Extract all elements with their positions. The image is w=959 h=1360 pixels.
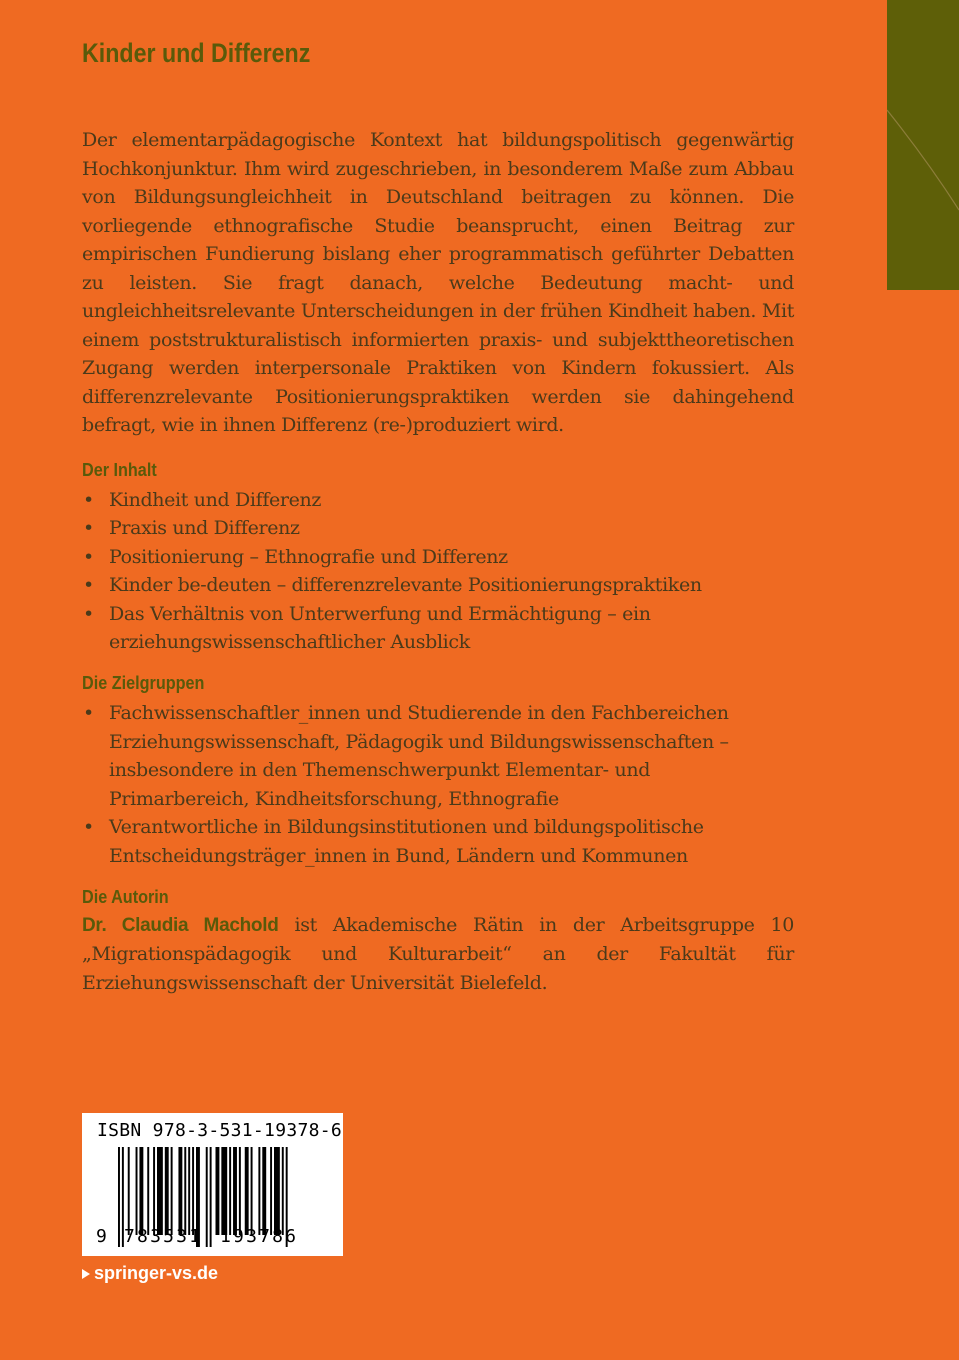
list-item: • Das Verhältnis von Unterwerfung und Ermächtigung – ein erziehungswissenschaftlicher Ausblick — [82, 600, 794, 657]
barcode-bar — [136, 1147, 138, 1235]
back-cover-content — [82, 126, 794, 997]
barcode-bar — [128, 1147, 130, 1235]
barcode-bar — [233, 1147, 237, 1235]
barcode-bar — [245, 1147, 249, 1235]
barcode-bars — [82, 1113, 343, 1256]
author-bio: ist Akademische Rätin in der Arbeitsgruppe 10 „Migrationspädagogik und Kulturarbeit“ an der Fakultät für Erziehungswissenschaft der Universität Bielefeld. — [82, 913, 794, 994]
arrow-right-icon — [82, 1269, 90, 1279]
barcode-bar — [165, 1147, 169, 1235]
barcode-bar — [282, 1147, 284, 1235]
barcode-bar — [270, 1147, 272, 1235]
list-item: • Fachwissenschaftler_innen und Studierende in den Fachbereichen Erziehungswissenschaft, Pädagogik und Bildungswissenschaften – insbesondere in den Themenschwerpunkt Elementar- und Primarbereich, Kindheitsforschung, Ethnografie — [82, 699, 794, 813]
barcode-bar — [251, 1147, 253, 1235]
barcode-bar — [216, 1147, 220, 1235]
barcode-bar — [147, 1147, 149, 1235]
barcode-bar — [139, 1147, 143, 1235]
list-item: • Kindheit und Differenz — [82, 486, 794, 515]
publisher-link[interactable] — [82, 1263, 218, 1284]
barcode-bar — [210, 1147, 212, 1247]
accent-band — [887, 0, 959, 290]
section-heading-zielgruppen: Die Zielgruppen — [82, 673, 205, 694]
list-item: • Praxis und Differenz — [82, 514, 794, 543]
list-item: • Kinder be-deuten – differenzrelevante Positionierungspraktiken — [82, 571, 794, 600]
inhalt-list — [82, 486, 794, 658]
band-curve-decoration — [887, 0, 959, 290]
barcode-bar — [153, 1147, 155, 1235]
zielgruppen-list — [82, 699, 794, 871]
author-paragraph — [82, 911, 794, 998]
barcode-bar — [262, 1147, 266, 1235]
section-heading-inhalt: Der Inhalt — [82, 459, 157, 480]
barcode-bar — [221, 1147, 227, 1235]
author-name: Dr. Claudia Machold — [82, 914, 279, 936]
barcode-right-digits: 193786 — [220, 1226, 299, 1247]
barcode-bar — [229, 1147, 231, 1235]
publisher-url: springer-vs.de — [94, 1263, 219, 1283]
barcode-bar — [157, 1147, 163, 1235]
barcode-bar — [274, 1147, 280, 1235]
barcode-bar — [178, 1147, 182, 1235]
barcode-bar — [206, 1147, 208, 1247]
barcode-bar — [188, 1147, 190, 1235]
isbn-label: ISBN 978-3-531-19378-6 — [97, 1120, 343, 1141]
barcode-first-digit: 9 — [96, 1226, 110, 1247]
barcode-bar — [239, 1147, 241, 1235]
barcode-bar — [184, 1147, 186, 1235]
barcode-left-digits: 783531 — [124, 1226, 203, 1247]
barcode-bar — [171, 1147, 173, 1235]
list-item: • Positionierung – Ethnografie und Differenz — [82, 543, 794, 572]
intro-paragraph: Der elementarpädagogische Kontext hat bildungspolitisch gegenwärtig Hochkonjunktur. Ihm wird zugeschrieben, in besonderem Maße zum Abbau von Bildungsungleichheit in Deutschland beitragen zu können. Die vorliegende ethnografische Studie beansprucht, einen Beitrag zur empirischen Fundierung bislang eher programmatisch geführter Debatten zu leisten. Sie fragt danach, welche Bedeutung macht- und ungleichheitsrelevante Unterscheidungen in der frühen Kindheit haben. Mit einem poststrukturalistisch informierten praxis- und subjekttheoretischen Zugang werden interpersonale Praktiken von Kindern fokussiert. Als differenzrelevante Positionierungspraktiken werden sie dahingehend befragt, wie in ihnen Differenz (re-)produziert wird. — [82, 129, 794, 436]
barcode-bar — [258, 1147, 260, 1235]
isbn-barcode — [82, 1113, 343, 1256]
section-heading-autorin: Die Autorin — [82, 886, 169, 907]
list-item: • Verantwortliche in Bildungsinstitutionen und bildungspolitische Entscheidungsträger_innen in Bund, Ländern und Kommunen — [82, 813, 794, 870]
book-title: Kinder und Differenz — [82, 38, 311, 68]
barcode-bar — [118, 1147, 120, 1247]
barcode-bar — [192, 1147, 194, 1235]
